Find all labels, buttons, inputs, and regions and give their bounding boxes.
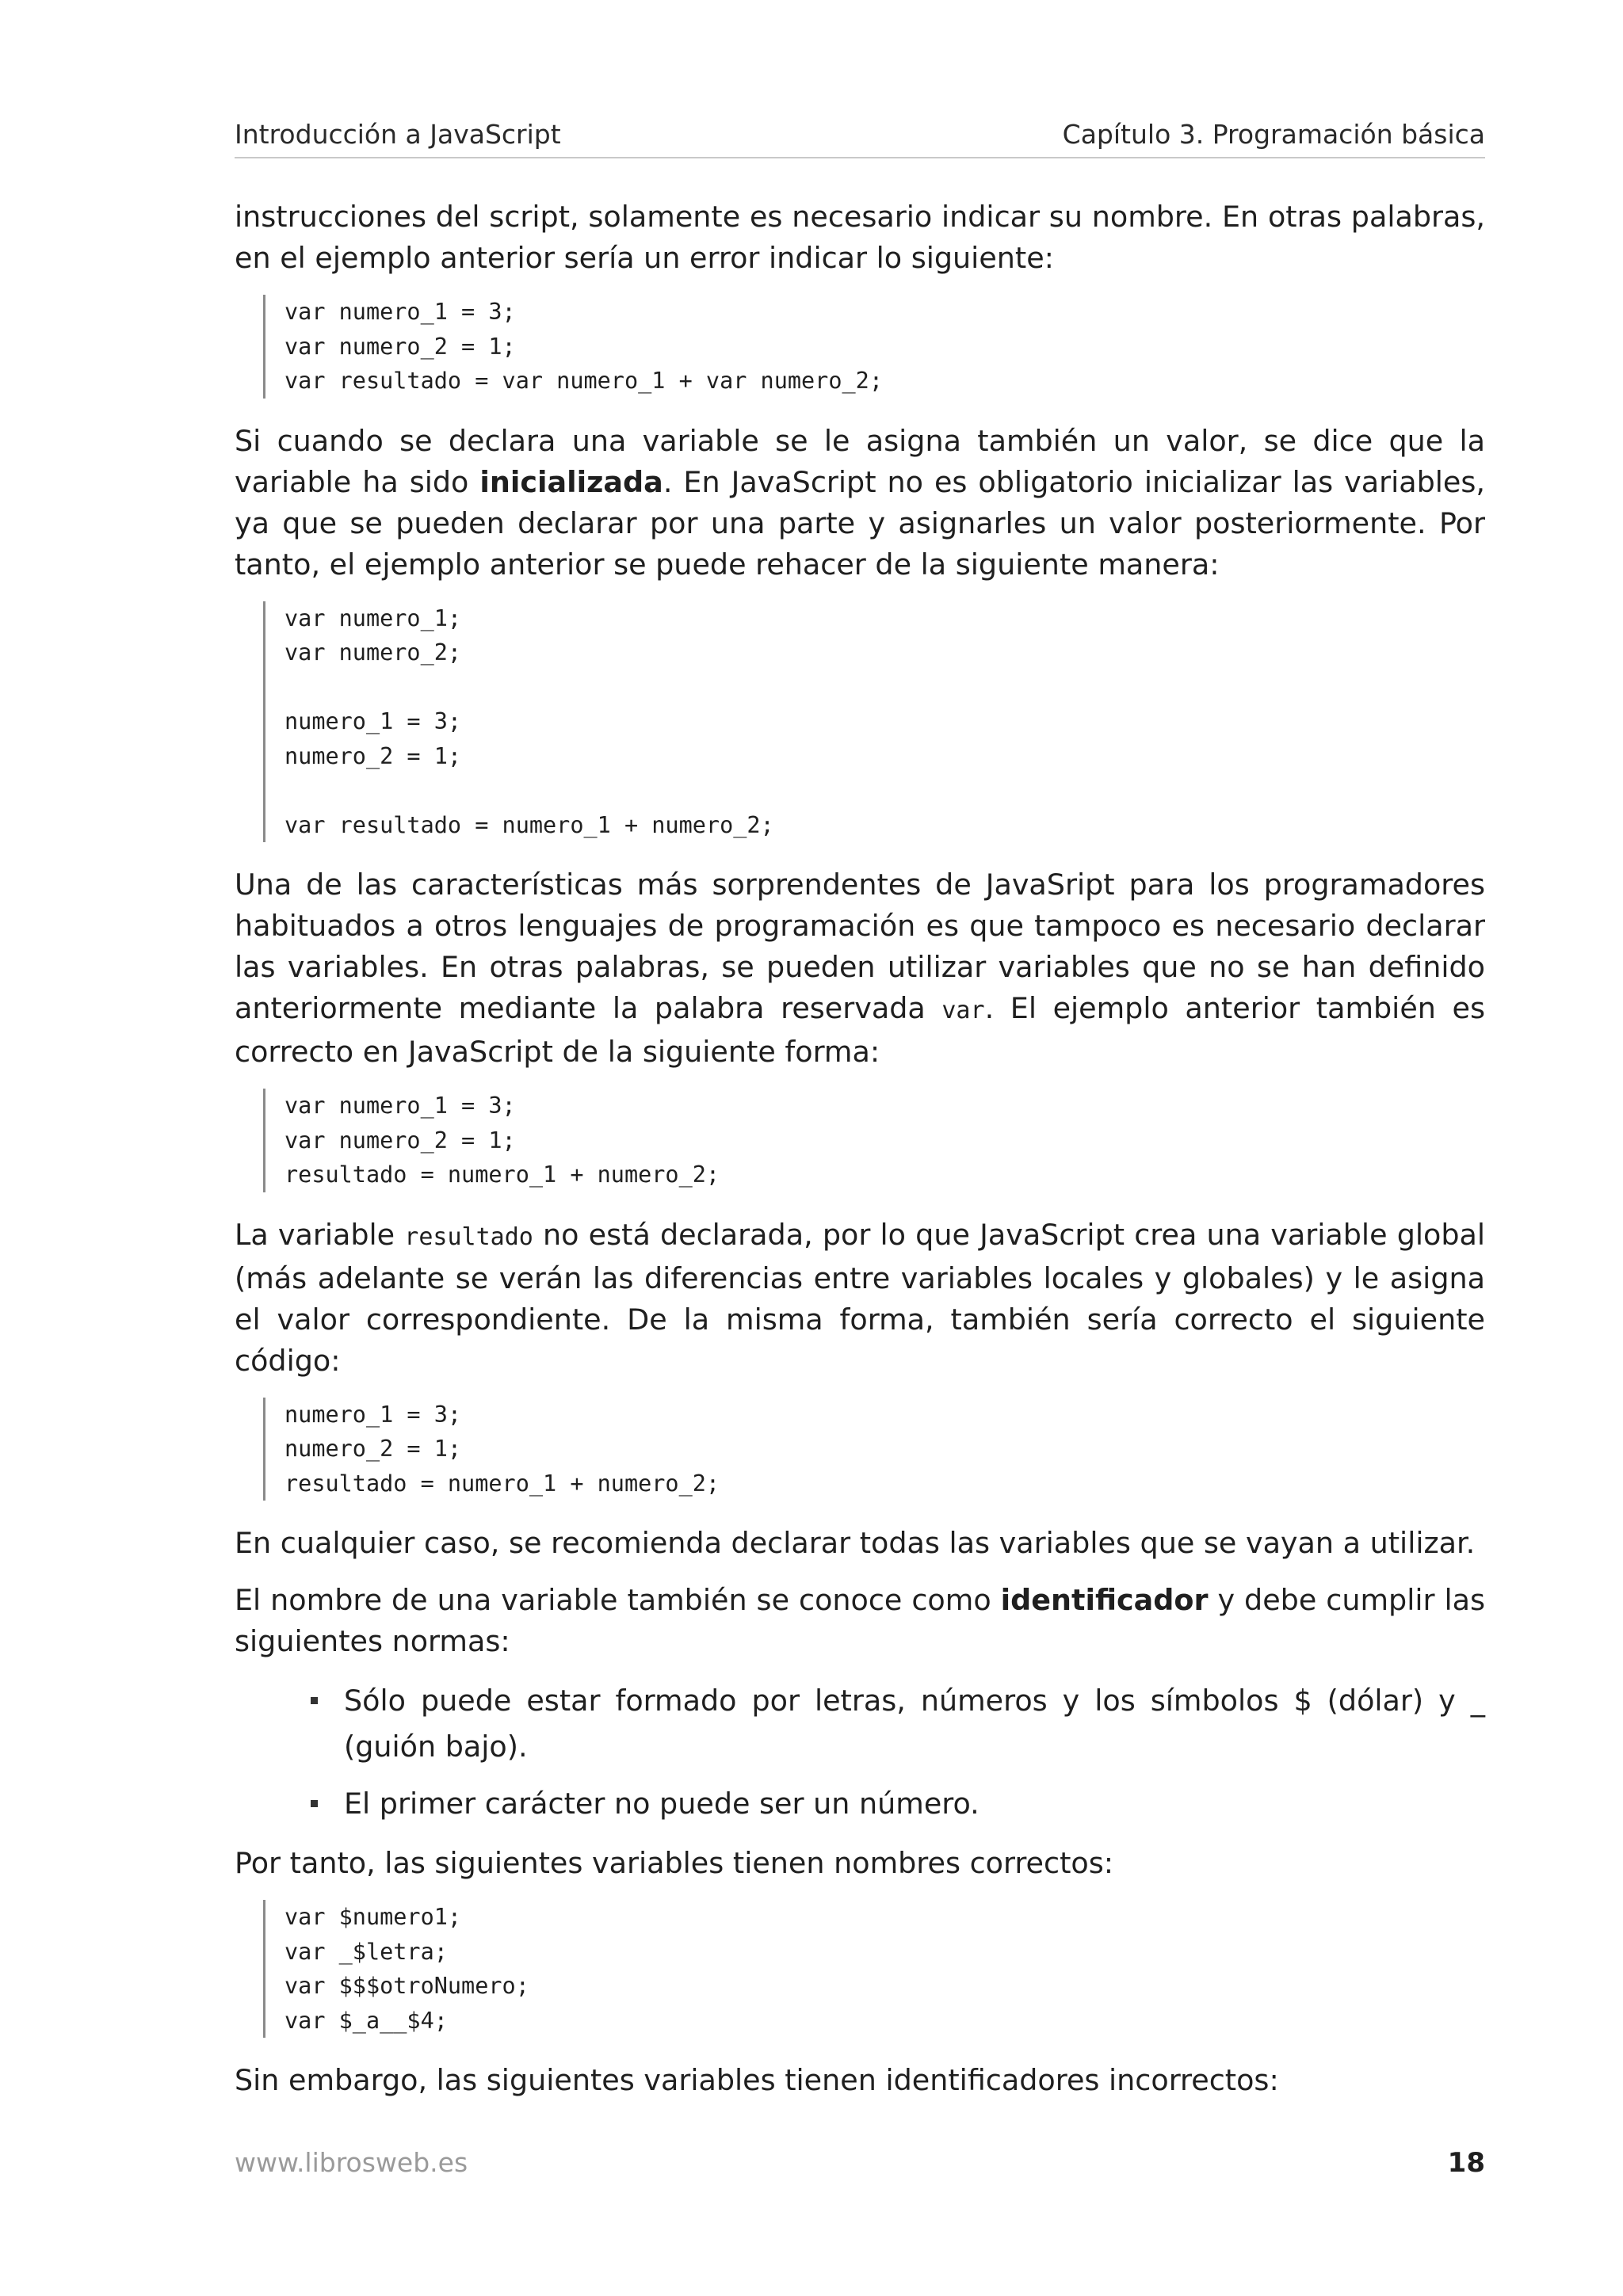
paragraph-3 (235, 864, 1485, 1073)
code-block-3 (263, 1089, 1485, 1192)
term-identificador: identificador (1000, 1583, 1209, 1617)
code-line: numero_2 = 1; (285, 742, 462, 769)
code-line: numero_2 = 1; (285, 1436, 462, 1462)
paragraph-6 (235, 1580, 1485, 1662)
list-item (311, 1781, 1485, 1827)
code-line: numero_1 = 3; (285, 708, 462, 734)
chapter-title: Capítulo 3. Programación básica (1062, 119, 1485, 150)
code-block-2 (263, 601, 1485, 843)
code-block-4 (263, 1398, 1485, 1501)
code-line: var numero_2 = 1; (285, 1127, 516, 1154)
page-number: 18 (1447, 2147, 1485, 2179)
code-line: var numero_2 = 1; (285, 333, 516, 360)
code-block-5 (263, 1900, 1485, 2038)
paragraph-2-text-after: . En JavaScript no es obligatorio inicializar las variables, ya que se pueden declarar por una parte y asignarles un valor posteriormente. Por tanto, el ejemplo anterior se puede rehacer de la siguiente manera: (235, 464, 1485, 582)
page-footer (235, 2147, 1485, 2187)
code-line: var $$$otroNumero; (285, 1973, 529, 1999)
list-item-text: El primer carácter no puede ser un número. (344, 1787, 980, 1821)
code-line: var _$letra; (285, 1938, 448, 1965)
paragraph-6-text-after: y debe cumplir las siguientes normas: (235, 1583, 1485, 1658)
paragraph-3-text-after: . El ejemplo anterior también es correcto en JavaScript de la siguiente forma: (235, 991, 1485, 1069)
paragraph-3-text-before: Una de las características más sorprendentes de JavaSript para los programadores habituados a otros lenguajes de programación es que tampoco es necesario declarar las variables. En otras palabras, se pueden utilizar variables que no se han definido anteriormente mediante la palabra reservada (235, 868, 1485, 1025)
page-header (235, 117, 1485, 158)
code-line: var numero_2; (285, 639, 462, 666)
paragraph-5: En cualquier caso, se recomienda declarar todas las variables que se vayan a utilizar. (235, 1526, 1476, 1560)
bullet-square-icon (311, 1800, 318, 1807)
paragraph-4-text-after: no está declarada, por lo que JavaScript crea una variable global (más adelante se verán las diferencias entre variables locales y globales) y le asigna el valor correspondiente. De la misma forma, también sería correcto el siguiente código: (235, 1217, 1486, 1378)
code-line: resultado = numero_1 + numero_2; (285, 1161, 720, 1188)
paragraph-4-text-before: La variable (235, 1217, 405, 1252)
list-item-text: Sólo puede estar formado por letras, números y los símbolos $ (dólar) y _ (guión bajo). (344, 1684, 1485, 1764)
paragraph-6-text-before: El nombre de una variable también se conoce como (235, 1583, 1001, 1617)
inline-code-var: var (941, 997, 985, 1024)
term-inicializada: inicializada (479, 464, 663, 499)
paragraph-2-text-before: Si cuando se declara una variable se le asigna también un valor, se dice que la variable ha sido (235, 423, 1485, 499)
code-line: var $numero1; (285, 1904, 462, 1930)
code-line: var numero_1; (285, 605, 462, 631)
paragraph-4 (235, 1215, 1485, 1382)
code-line: var resultado = var numero_1 + var numero_2; (285, 368, 883, 394)
code-line: var numero_1 = 3; (285, 1093, 516, 1119)
paragraph-8: Sin embargo, las siguientes variables tienen identificadores incorrectos: (235, 2063, 1279, 2097)
footer-site-link[interactable]: www.librosweb.es (235, 2147, 468, 2178)
code-line: numero_1 = 3; (285, 1401, 462, 1428)
code-line: var $_a__$4; (285, 2007, 448, 2034)
code-line: resultado = numero_1 + numero_2; (285, 1470, 720, 1497)
naming-rules-list (235, 1678, 1485, 1827)
book-title: Introducción a JavaScript (235, 119, 561, 150)
code-block-1 (263, 295, 1485, 399)
bullet-square-icon (311, 1697, 318, 1704)
code-line-blank (285, 773, 1485, 808)
inline-code-resultado: resultado (404, 1222, 533, 1251)
paragraph-1: instrucciones del script, solamente es necesario indicar su nombre. En otras palabras, en el ejemplo anterior sería un error indicar lo siguiente: (235, 200, 1485, 275)
code-line: var numero_1 = 3; (285, 299, 516, 325)
page-content (235, 196, 1485, 2117)
code-line: var resultado = numero_1 + numero_2; (285, 811, 774, 838)
paragraph-2 (235, 421, 1485, 585)
document-page (235, 0, 1485, 2296)
list-item (311, 1678, 1485, 1770)
paragraph-7: Por tanto, las siguientes variables tienen nombres correctos: (235, 1846, 1114, 1880)
code-line-blank (285, 670, 1485, 705)
